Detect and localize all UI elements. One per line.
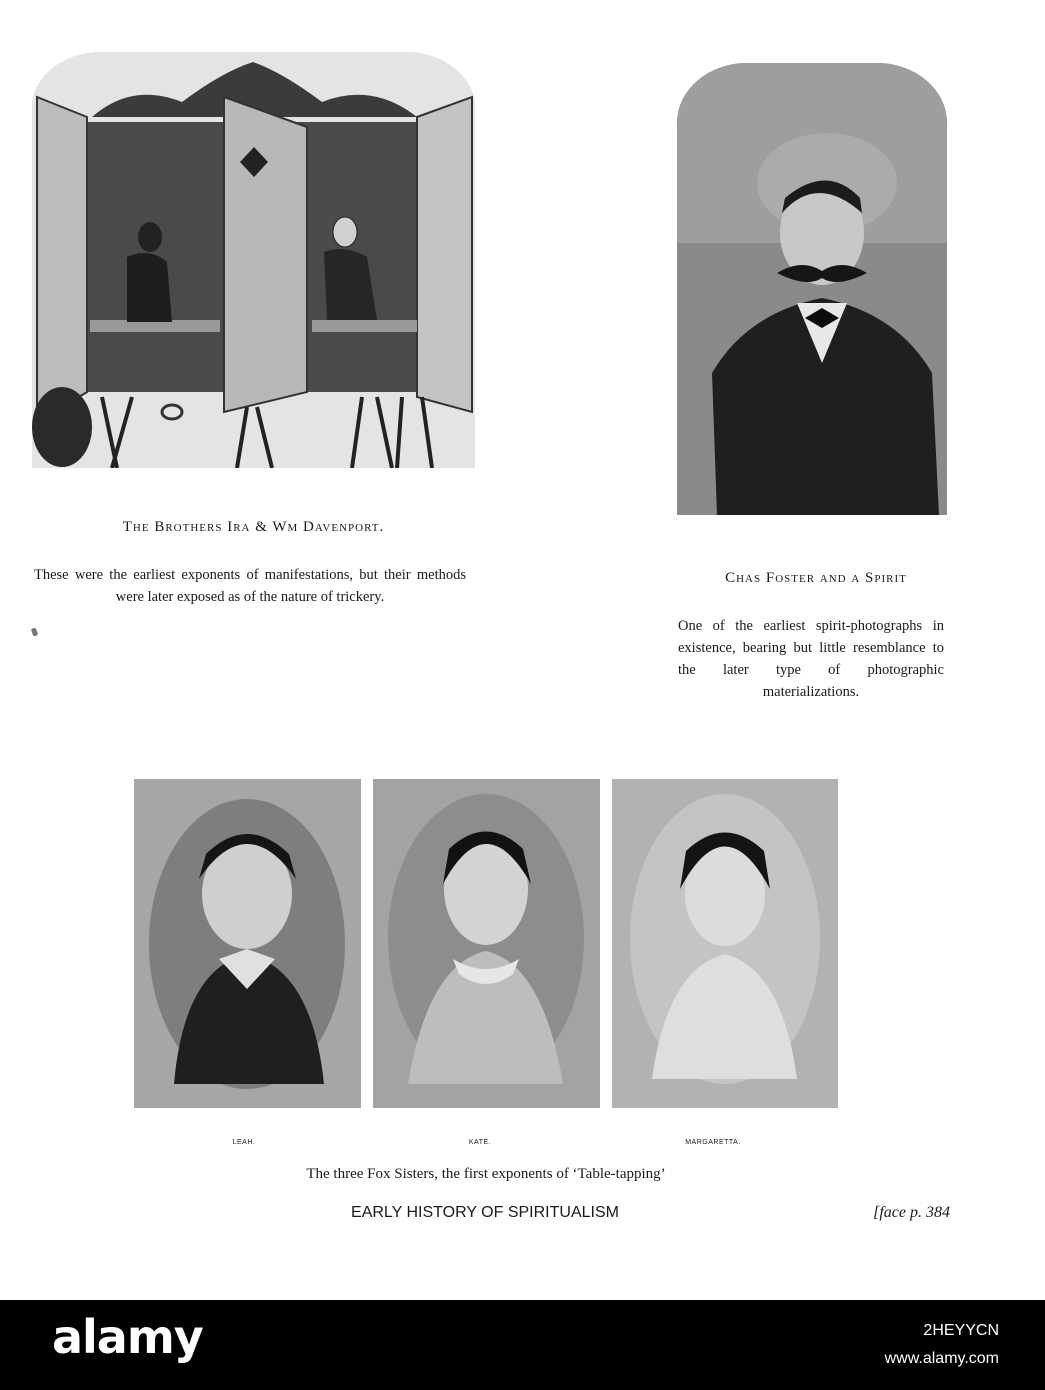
davenport-cabinet-drawing <box>32 52 475 468</box>
davenport-cabinet-illustration <box>32 52 475 468</box>
facing-page-reference: [face p. 384 <box>873 1204 950 1221</box>
foster-plate-title: Chas Foster and a Spirit <box>725 570 907 586</box>
fox-sisters-caption: The three Fox Sisters, the first exponents of ‘Table-tapping’ <box>306 1166 666 1182</box>
leah-portrait-drawing <box>134 779 361 1108</box>
kate-fox-portrait <box>373 779 600 1108</box>
image-id-label: 2HEYYCN <box>923 1322 999 1339</box>
davenport-plate-title: The Brothers Ira & Wm Davenport. <box>122 519 385 535</box>
margaretta-portrait-drawing <box>612 779 838 1108</box>
page-running-title: EARLY HISTORY OF SPIRITUALISM <box>351 1204 619 1221</box>
kate-name-label: KATE. <box>468 1139 492 1146</box>
brand-url-label: www.alamy.com <box>884 1350 999 1367</box>
leah-fox-portrait <box>134 779 361 1108</box>
leah-name-label: LEAH. <box>232 1139 256 1146</box>
foster-portrait-photo <box>677 63 947 515</box>
alamy-logo: alamy <box>52 1310 203 1364</box>
foster-portrait-drawing <box>677 63 947 515</box>
kate-portrait-drawing <box>373 779 600 1108</box>
margaretta-fox-portrait <box>612 779 838 1108</box>
margaretta-name-label: MARGARETTA. <box>685 1139 741 1146</box>
ink-speck <box>31 627 38 636</box>
watermark-strip <box>0 1300 1045 1390</box>
foster-plate-caption: One of the earliest spirit-photographs in existence, bearing but little resemblance to the later type of photographic materializations. <box>678 618 944 700</box>
davenport-plate-caption: These were the earliest exponents of manifestations, but their methods were later exposed as of the nature of trickery. <box>34 567 466 605</box>
